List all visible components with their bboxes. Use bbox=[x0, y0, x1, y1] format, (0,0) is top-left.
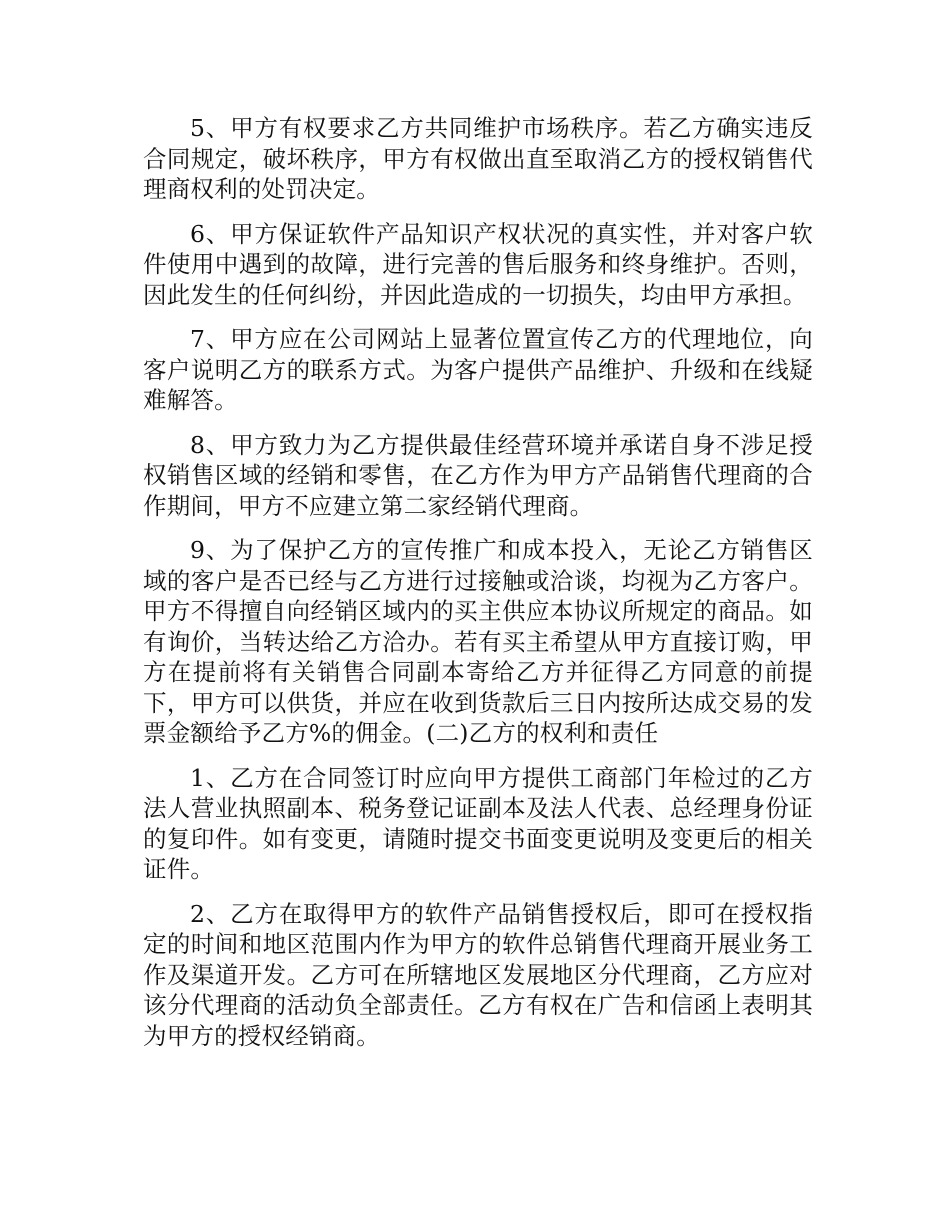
clause-paragraph: 8、甲方致力为乙方提供最佳经营环境并承诺自身不涉足授权销售区域的经销和零售，在乙方作为甲方产品销售代理商的合作期间，甲方不应建立第二家经销代理商。 bbox=[143, 430, 813, 520]
clause-paragraph: 6、甲方保证软件产品知识产权状况的真实性，并对客户软件使用中遇到的故障，进行完善的售后服务和终身维护。否则，因此发生的任何纠纷，并因此造成的一切损失，均由甲方承担。 bbox=[143, 219, 813, 309]
clause-paragraph: 5、甲方有权要求乙方共同维护市场秩序。若乙方确实违反合同规定，破坏秩序，甲方有权做出直至取消乙方的授权销售代理商权利的处罚决定。 bbox=[143, 114, 813, 203]
clause-paragraph: 7、甲方应在公司网站上显著位置宣传乙方的代理地位，向客户说明乙方的联系方式。为客户提供产品维护、升级和在线疑难解答。 bbox=[143, 325, 813, 414]
clause-paragraph: 9、为了保护乙方的宣传推广和成本投入，无论乙方销售区域的客户是否已经与乙方进行过接触或洽谈，均视为乙方客户。甲方不得擅自向经销区域内的买主供应本协议所规定的商品。如有询价，当转达给乙方洽办。若有买主希望从甲方直接订购，甲方在提前将有关销售合同副本寄给乙方并征得乙方同意的前提下，甲方可以供货，并应在收到货款后三日内按所达成交易的发票金额给予乙方%的佣金。(二)乙方的权利和责任 bbox=[143, 536, 813, 747]
clause-paragraph: 2、乙方在取得甲方的软件产品销售授权后，即可在授权指定的时间和地区范围内作为甲方的软件总销售代理商开展业务工作及渠道开发。乙方可在所辖地区发展地区分代理商，乙方应对该分代理商的活动负全部责任。乙方有权在广告和信函上表明其为甲方的授权经销商。 bbox=[143, 899, 813, 1050]
document-page bbox=[143, 113, 813, 1065]
clause-paragraph: 1、乙方在合同签订时应向甲方提供工商部门年检过的乙方法人营业执照副本、税务登记证副本及法人代表、总经理身份证的复印件。如有变更，请随时提交书面变更说明及变更后的相关证件。 bbox=[143, 763, 813, 883]
